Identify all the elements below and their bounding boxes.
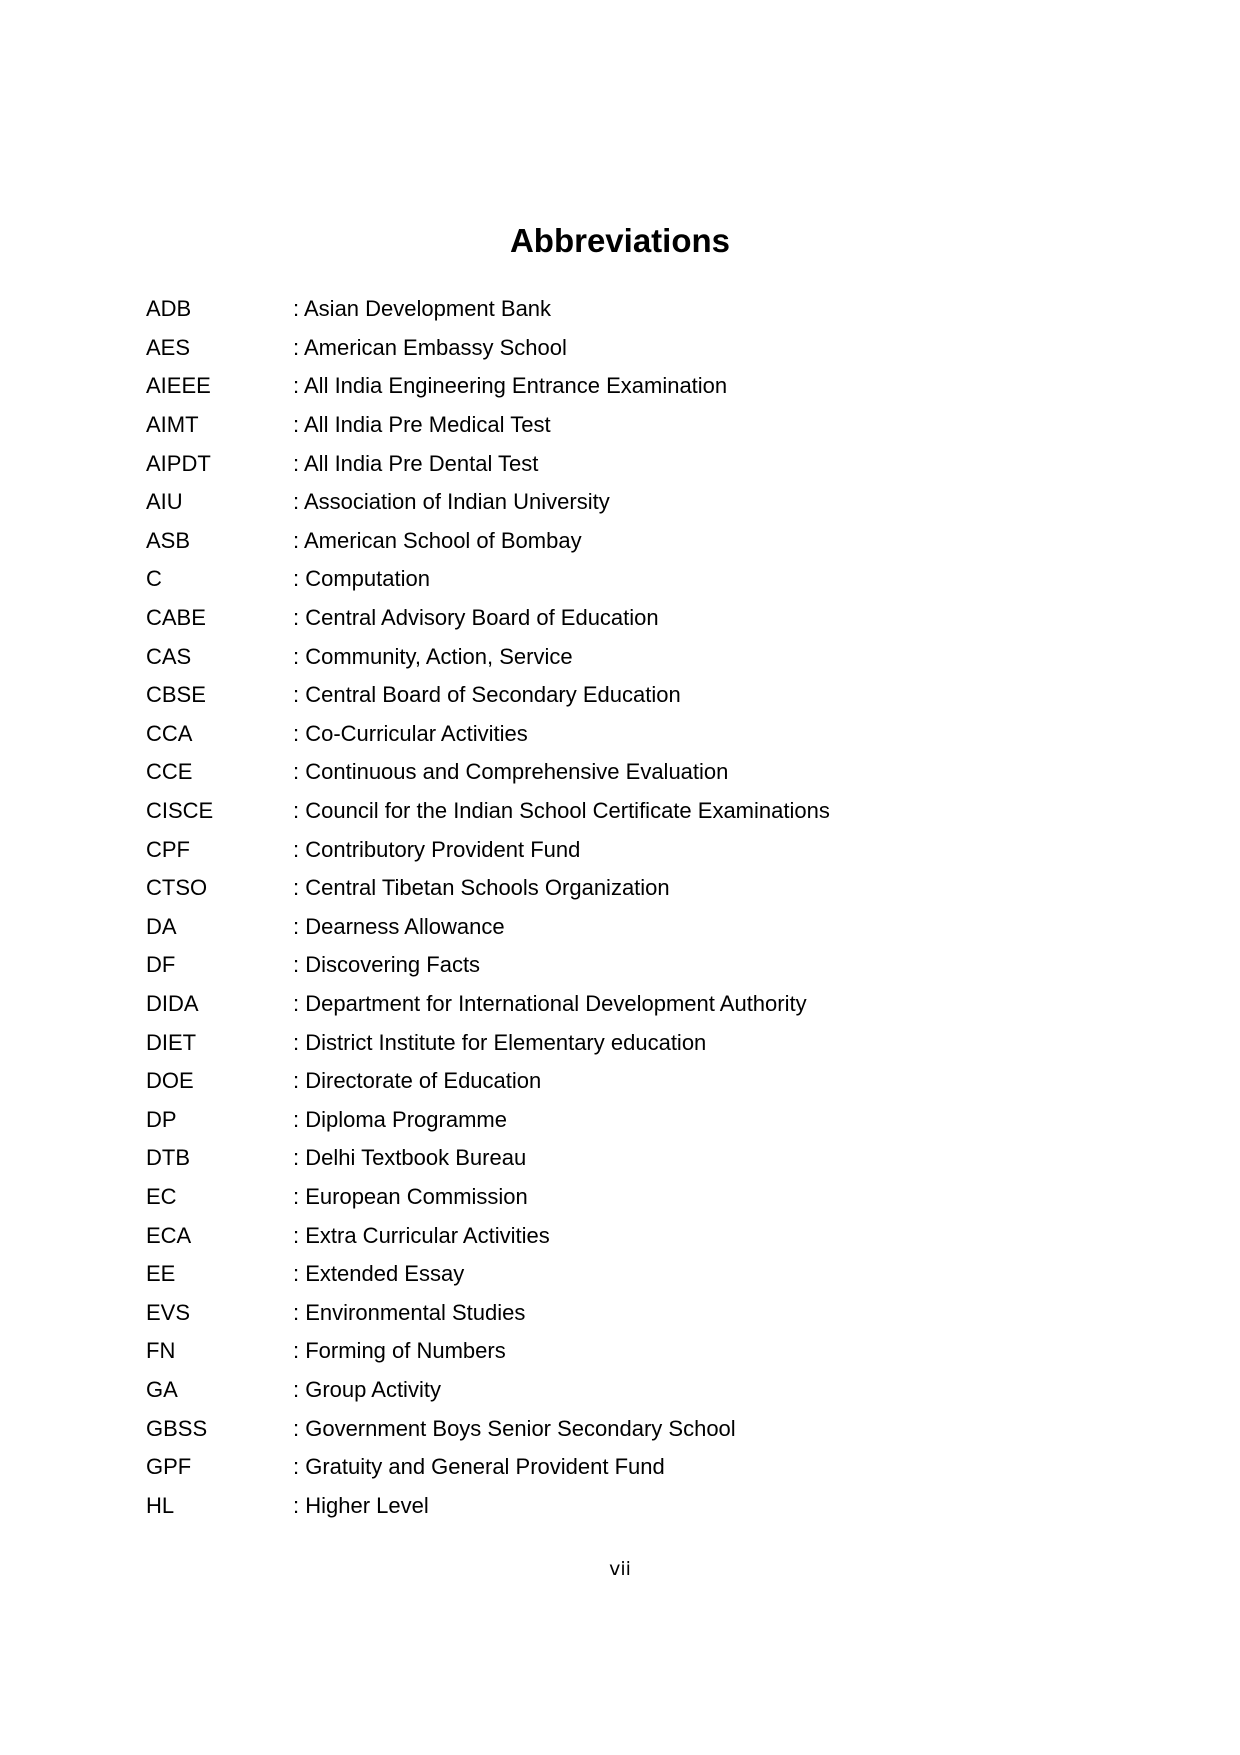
abbreviation-code: DIET xyxy=(146,1029,197,1055)
abbreviation-definition: : Association of Indian University xyxy=(293,489,610,515)
abbreviation-row xyxy=(146,753,1146,792)
abbreviation-code: CABE xyxy=(146,605,206,631)
abbreviation-code: EC xyxy=(146,1183,177,1209)
abbreviation-definition: : Central Tibetan Schools Organization xyxy=(293,875,670,901)
abbreviation-definition: : Council for the Indian School Certificate Examinations xyxy=(293,798,830,824)
abbreviation-code: CCE xyxy=(146,759,193,785)
abbreviation-definition: : Co-Curricular Activities xyxy=(293,720,528,746)
abbreviation-code: CPF xyxy=(146,836,190,862)
abbreviation-row xyxy=(146,1448,1146,1487)
abbreviation-definition: : Dearness Allowance xyxy=(293,913,505,939)
abbreviation-definition: : European Commission xyxy=(293,1183,528,1209)
abbreviation-row xyxy=(146,1139,1146,1178)
abbreviation-code: CAS xyxy=(146,643,192,669)
abbreviation-definition: : Forming of Numbers xyxy=(293,1338,506,1364)
abbreviation-definition: : Directorate of Education xyxy=(293,1068,542,1094)
abbreviation-row xyxy=(146,406,1146,445)
abbreviation-definition: : Department for International Development Authority xyxy=(293,990,807,1016)
abbreviation-definition: : Computation xyxy=(293,566,430,592)
abbreviation-row xyxy=(146,367,1146,406)
abbreviation-definition: : Community, Action, Service xyxy=(293,643,573,669)
abbreviation-code: AIEEE xyxy=(146,373,211,399)
abbreviation-row xyxy=(146,946,1146,985)
abbreviation-code: GBSS xyxy=(146,1415,208,1441)
abbreviation-definition: : Diploma Programme xyxy=(293,1106,507,1132)
abbreviation-code: DF xyxy=(146,952,176,978)
abbreviation-row xyxy=(146,599,1146,638)
abbreviation-code: AIMT xyxy=(146,412,199,438)
abbreviation-definition: : Discovering Facts xyxy=(293,952,481,978)
abbreviation-code: DTB xyxy=(146,1145,190,1171)
abbreviation-row xyxy=(146,676,1146,715)
abbreviation-row xyxy=(146,483,1146,522)
abbreviation-row xyxy=(146,1216,1146,1255)
abbreviation-definition: : American Embassy School xyxy=(293,334,567,360)
abbreviation-definition: : All India Pre Dental Test xyxy=(293,450,539,476)
abbreviation-row xyxy=(146,444,1146,483)
abbreviation-code: ASB xyxy=(146,527,191,553)
abbreviation-definition: : Group Activity xyxy=(293,1376,441,1402)
abbreviation-definition: : Central Advisory Board of Education xyxy=(293,605,659,631)
abbreviation-code: C xyxy=(146,566,162,592)
abbreviation-code: DP xyxy=(146,1106,177,1132)
abbreviation-row xyxy=(146,830,1146,869)
abbreviation-code: GA xyxy=(146,1376,178,1402)
abbreviation-code: ADB xyxy=(146,296,192,322)
abbreviation-code: FN xyxy=(146,1338,176,1364)
abbreviation-row xyxy=(146,329,1146,368)
abbreviation-code: HL xyxy=(146,1492,175,1518)
abbreviation-row xyxy=(146,1023,1146,1062)
abbreviation-definition: : Asian Development Bank xyxy=(293,296,552,322)
abbreviation-row xyxy=(146,792,1146,831)
abbreviation-definition: : Gratuity and General Provident Fund xyxy=(293,1454,665,1480)
abbreviation-definition: : Continuous and Comprehensive Evaluation xyxy=(293,759,729,785)
abbreviation-row xyxy=(146,1255,1146,1294)
abbreviation-row xyxy=(146,1332,1146,1371)
abbreviation-definition: : Extra Curricular Activities xyxy=(293,1222,550,1248)
abbreviation-definition: : Government Boys Senior Secondary School xyxy=(293,1415,736,1441)
abbreviation-row xyxy=(146,1062,1146,1101)
abbreviation-row xyxy=(146,1486,1146,1525)
abbreviation-code: AES xyxy=(146,334,191,360)
abbreviation-code: CBSE xyxy=(146,682,206,708)
abbreviation-definition: : Central Board of Secondary Education xyxy=(293,682,681,708)
abbreviation-definition: : Extended Essay xyxy=(293,1261,465,1287)
abbreviation-row xyxy=(146,560,1146,599)
abbreviation-row xyxy=(146,637,1146,676)
abbreviation-code: EVS xyxy=(146,1299,191,1325)
abbreviation-row xyxy=(146,985,1146,1024)
abbreviation-list xyxy=(146,290,1146,1525)
abbreviation-code: CTSO xyxy=(146,875,208,901)
abbreviation-row xyxy=(146,1409,1146,1448)
abbreviation-code: ECA xyxy=(146,1222,192,1248)
abbreviation-code: GPF xyxy=(146,1454,192,1480)
abbreviation-code: DA xyxy=(146,913,177,939)
abbreviation-definition: : Delhi Textbook Bureau xyxy=(293,1145,527,1171)
abbreviation-row xyxy=(146,1293,1146,1332)
page-title: Abbreviations xyxy=(509,222,731,259)
abbreviation-definition: : Higher Level xyxy=(293,1492,429,1518)
abbreviation-definition: : District Institute for Elementary education xyxy=(293,1029,707,1055)
abbreviation-row xyxy=(146,522,1146,561)
abbreviation-definition: : All India Pre Medical Test xyxy=(293,412,551,438)
abbreviation-row xyxy=(146,1100,1146,1139)
abbreviation-code: DIDA xyxy=(146,990,199,1016)
abbreviation-row xyxy=(146,715,1146,754)
page-number: vii xyxy=(609,1558,631,1580)
abbreviation-definition: : Contributory Provident Fund xyxy=(293,836,581,862)
abbreviation-row xyxy=(146,908,1146,947)
abbreviation-code: AIPDT xyxy=(146,450,211,476)
abbreviation-code: AIU xyxy=(146,489,183,515)
abbreviation-definition: : American School of Bombay xyxy=(293,527,582,553)
abbreviation-definition: : Environmental Studies xyxy=(293,1299,526,1325)
abbreviation-row xyxy=(146,869,1146,908)
abbreviation-code: EE xyxy=(146,1261,176,1287)
abbreviation-code: CCA xyxy=(146,720,193,746)
abbreviation-row xyxy=(146,290,1146,329)
abbreviation-code: DOE xyxy=(146,1068,194,1094)
abbreviation-code: CISCE xyxy=(146,798,214,824)
abbreviation-row xyxy=(146,1371,1146,1410)
abbreviation-definition: : All India Engineering Entrance Examination xyxy=(293,373,728,399)
abbreviation-row xyxy=(146,1178,1146,1217)
